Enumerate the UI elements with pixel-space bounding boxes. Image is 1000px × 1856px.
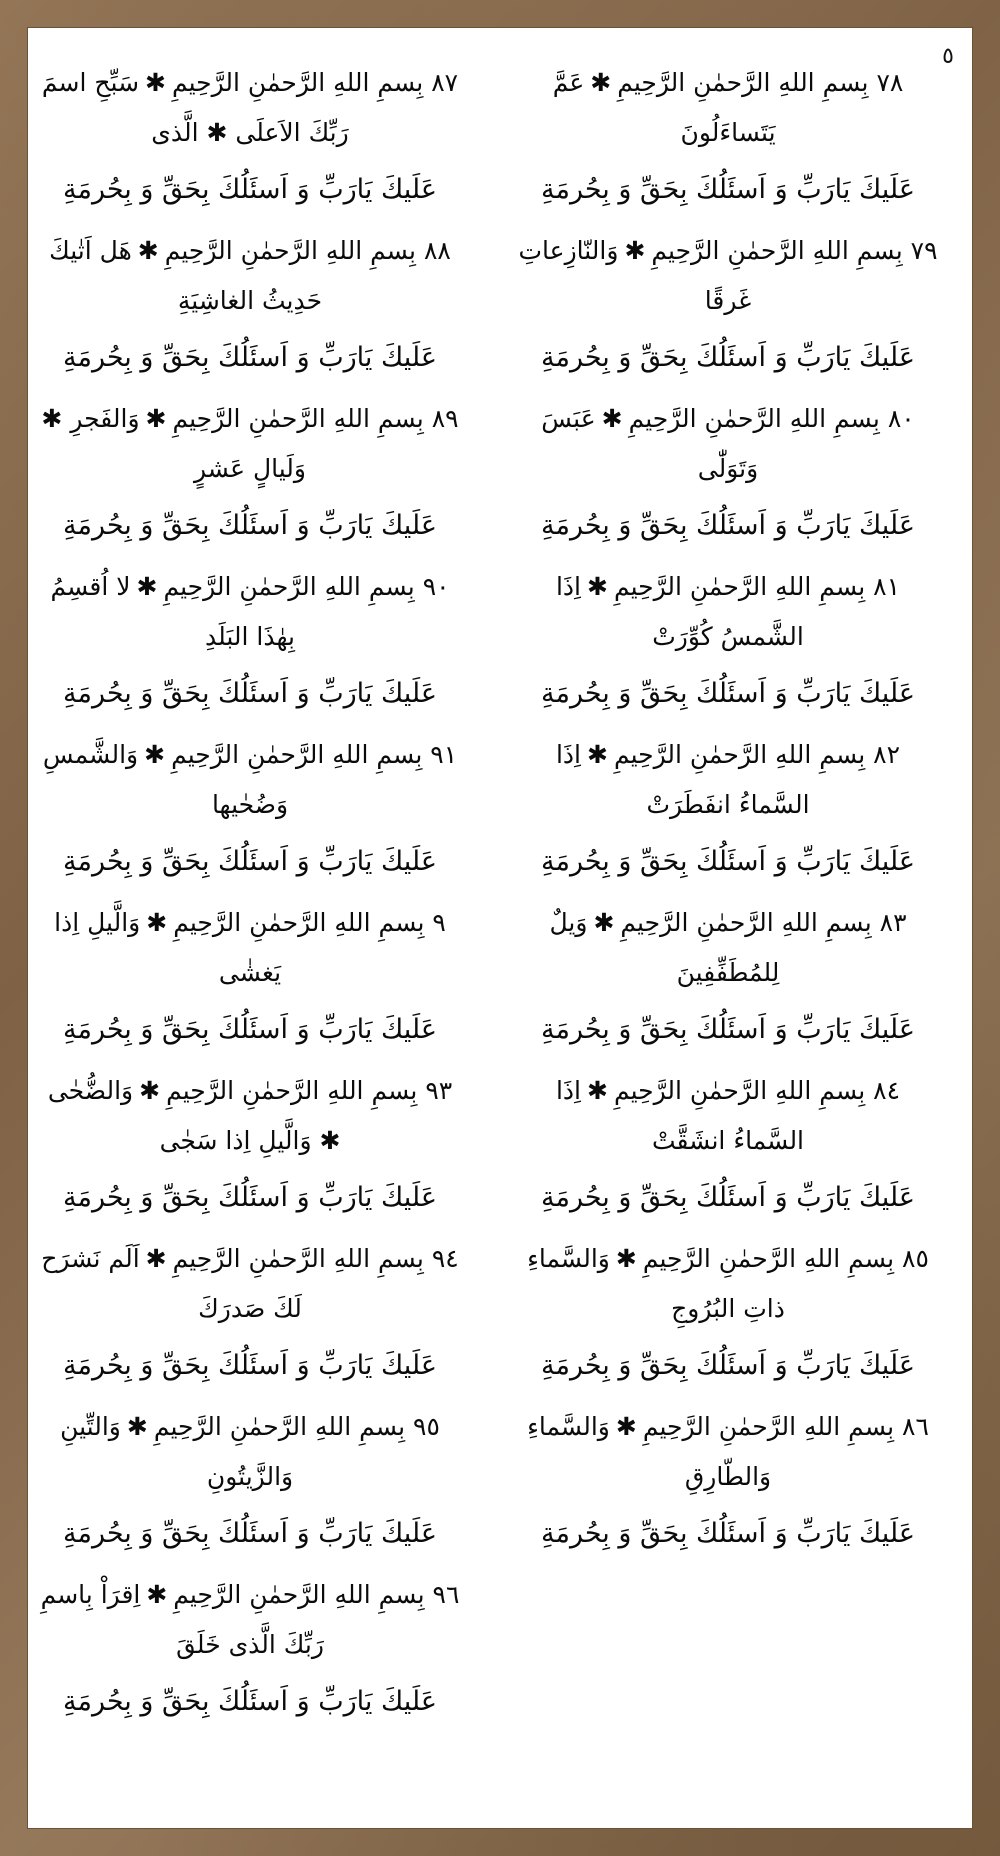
- dua-line: عَلَيكَ يَارَبِّ وَ اَسئَلُكَ بِحَقِّ وَ بِحُرمَةِ: [63, 1518, 437, 1549]
- surah-entry: [40, 58, 460, 216]
- surah-entry: [518, 394, 938, 552]
- separator-star: ✱: [145, 68, 166, 97]
- surah-number: ٨١: [873, 572, 901, 601]
- surah-heading: [40, 226, 460, 326]
- surah-heading: [40, 394, 460, 494]
- dua-line: عَلَيكَ يَارَبِّ وَ اَسئَلُكَ بِحَقِّ وَ بِحُرمَةِ: [541, 174, 915, 205]
- surah-entry: [40, 1570, 460, 1728]
- basmala: بِسمِ اللهِ الرَّحمٰنِ الرَّحِيمِ: [166, 1076, 418, 1105]
- surah-opening: وَالفَجرِ ✱ وَلَيالٍ عَشرٍ: [41, 404, 306, 483]
- dua-line: عَلَيكَ يَارَبِّ وَ اَسئَلُكَ بِحَقِّ وَ بِحُرمَةِ: [63, 510, 437, 541]
- surah-opening: وَالَّيلِ اِذا يَغشٰى: [54, 908, 282, 987]
- surah-number: ٩٣: [425, 1076, 453, 1105]
- basmala: بِسمِ اللهِ الرَّحمٰنِ الرَّحِيمِ: [163, 572, 415, 601]
- surah-entry: [40, 1234, 460, 1392]
- basmala: بِسمِ اللهِ الرَّحمٰنِ الرَّحِيمِ: [628, 404, 880, 433]
- separator-star: ✱: [615, 1412, 637, 1441]
- separator-star: ✱: [593, 908, 615, 937]
- surah-entry: [40, 730, 460, 888]
- dua-line: عَلَيكَ يَارَبِّ وَ اَسئَلُكَ بِحَقِّ وَ بِحُرمَةِ: [63, 1182, 437, 1213]
- right-column: [518, 58, 938, 1570]
- surah-opening: سَبِّحِ اسمَ رَبِّكَ الاَعلَى ✱ الَّذى: [41, 68, 349, 147]
- surah-number: ٩١: [430, 740, 458, 769]
- dua-line: عَلَيكَ يَارَبِّ وَ اَسئَلُكَ بِحَقِّ وَ بِحُرمَةِ: [541, 342, 915, 373]
- surah-opening: اِقرَاْ بِاسمِ رَبِّكَ الَّذى خَلَقَ: [40, 1580, 324, 1659]
- surah-number: ٩: [432, 908, 446, 937]
- surah-number: ٨٢: [873, 740, 901, 769]
- page-number: ٥: [942, 44, 954, 69]
- dua-line: عَلَيكَ يَارَبِّ وَ اَسئَلُكَ بِحَقِّ وَ بِحُرمَةِ: [541, 1182, 915, 1213]
- surah-opening: اَلَم نَشرَح لَكَ صَدرَكَ: [41, 1244, 302, 1323]
- surah-entry: [518, 226, 938, 384]
- separator-star: ✱: [624, 236, 646, 265]
- surah-number: ٧٨: [876, 68, 904, 97]
- dua-line: عَلَيكَ يَارَبِّ وَ اَسئَلُكَ بِحَقِّ وَ بِحُرمَةِ: [63, 678, 437, 709]
- separator-star: ✱: [146, 1580, 168, 1609]
- basmala: بِسمِ اللهِ الرَّحمٰنِ الرَّحِيمِ: [173, 908, 425, 937]
- surah-opening: وَالسَّماءِ وَالطّارِقِ: [527, 1412, 772, 1491]
- separator-star: ✱: [145, 1244, 167, 1273]
- separator-star: ✱: [144, 740, 166, 769]
- surah-entry: [518, 562, 938, 720]
- separator-star: ✱: [126, 1412, 148, 1441]
- basmala: بِسمِ اللهِ الرَّحمٰنِ الرَّحِيمِ: [613, 1076, 866, 1105]
- basmala: بِسمِ اللهِ الرَّحمٰنِ الرَّحِيمِ: [172, 404, 424, 433]
- surah-entry: [518, 898, 938, 1056]
- surah-opening: عَمَّ يَتَساءَلُونَ: [552, 68, 776, 147]
- basmala: بِسمِ اللهِ الرَّحمٰنِ الرَّحِيمِ: [171, 740, 423, 769]
- surah-entry: [40, 394, 460, 552]
- basmala: بِسمِ اللهِ الرَّحمٰنِ الرَّحِيمِ: [172, 1244, 424, 1273]
- separator-star: ✱: [601, 404, 623, 433]
- surah-entry: [40, 1402, 460, 1560]
- surah-number: ٨٧: [431, 68, 459, 97]
- dua-line: عَلَيكَ يَارَبِّ وَ اَسئَلُكَ بِحَقِّ وَ بِحُرمَةِ: [541, 1518, 915, 1549]
- surah-heading: [518, 226, 938, 326]
- dua-line: عَلَيكَ يَارَبِّ وَ اَسئَلُكَ بِحَقِّ وَ بِحُرمَةِ: [63, 1350, 437, 1381]
- surah-heading: [518, 1066, 938, 1166]
- surah-heading: [518, 1234, 938, 1334]
- surah-heading: [518, 58, 938, 158]
- surah-entry: [40, 1066, 460, 1224]
- surah-number: ٨٤: [873, 1076, 901, 1105]
- dua-line: عَلَيكَ يَارَبِّ وَ اَسئَلُكَ بِحَقِّ وَ بِحُرمَةِ: [541, 1350, 915, 1381]
- surah-heading: [40, 1402, 460, 1502]
- separator-star: ✱: [136, 572, 158, 601]
- dua-line: عَلَيكَ يَارَبِّ وَ اَسئَلُكَ بِحَقِّ وَ بِحُرمَةِ: [63, 1686, 437, 1717]
- surah-heading: [40, 1066, 460, 1166]
- surah-opening: وَالشَّمسِ وَضُحٰيها: [42, 740, 289, 819]
- surah-heading: [518, 1402, 938, 1502]
- separator-star: ✱: [590, 68, 612, 97]
- surah-heading: [40, 1570, 460, 1670]
- basmala: بِسمِ اللهِ الرَّحمٰنِ الرَّحِيمِ: [173, 1580, 425, 1609]
- surah-number: ٩٠: [422, 572, 450, 601]
- surah-opening: وَيلٌ لِلمُطَفِّفِينَ: [549, 908, 780, 987]
- left-column: [40, 58, 460, 1738]
- surah-entry: [518, 1402, 938, 1560]
- basmala: بِسمِ اللهِ الرَّحمٰنِ الرَّحِيمِ: [613, 740, 866, 769]
- basmala: بِسمِ اللهِ الرَّحمٰنِ الرَّحِيمِ: [153, 1412, 406, 1441]
- dua-line: عَلَيكَ يَارَبِّ وَ اَسئَلُكَ بِحَقِّ وَ بِحُرمَةِ: [63, 846, 437, 877]
- surah-entry: [40, 898, 460, 1056]
- surah-heading: [40, 58, 460, 158]
- basmala: بِسمِ اللهِ الرَّحمٰنِ الرَّحِيمِ: [617, 68, 869, 97]
- dua-line: عَلَيكَ يَارَبِّ وَ اَسئَلُكَ بِحَقِّ وَ بِحُرمَةِ: [63, 342, 437, 373]
- basmala: بِسمِ اللهِ الرَّحمٰنِ الرَّحِيمِ: [171, 68, 424, 97]
- dua-line: عَلَيكَ يَارَبِّ وَ اَسئَلُكَ بِحَقِّ وَ بِحُرمَةِ: [63, 174, 437, 205]
- document-page: [28, 28, 972, 1828]
- basmala: بِسمِ اللهِ الرَّحمٰنِ الرَّحِيمِ: [164, 236, 416, 265]
- dua-line: عَلَيكَ يَارَبِّ وَ اَسئَلُكَ بِحَقِّ وَ بِحُرمَةِ: [541, 1014, 915, 1045]
- surah-opening: اِذَا السَّماءُ انشَقَّتْ: [555, 1076, 805, 1155]
- surah-number: ٨٦: [902, 1412, 929, 1441]
- surah-entry: [518, 730, 938, 888]
- surah-opening: وَالتِّينِ وَالزَّيتُونِ: [60, 1412, 294, 1491]
- surah-number: ٨٣: [879, 908, 907, 937]
- surah-number: ٨٠: [887, 404, 915, 433]
- surah-opening: وَالسَّماءِ ذاتِ البُرُوجِ: [527, 1244, 785, 1323]
- dua-line: عَلَيكَ يَارَبِّ وَ اَسئَلُكَ بِحَقِّ وَ بِحُرمَةِ: [63, 1014, 437, 1045]
- surah-heading: [518, 730, 938, 830]
- dua-line: عَلَيكَ يَارَبِّ وَ اَسئَلُكَ بِحَقِّ وَ بِحُرمَةِ: [541, 846, 915, 877]
- surah-number: ٩٤: [431, 1244, 459, 1273]
- surah-entry: [40, 226, 460, 384]
- dua-line: عَلَيكَ يَارَبِّ وَ اَسئَلُكَ بِحَقِّ وَ بِحُرمَةِ: [541, 510, 915, 541]
- surah-entry: [518, 58, 938, 216]
- surah-opening: هَل اَتٰيكَ حَدِيثُ الغاشِيَةِ: [49, 236, 323, 315]
- dua-line: عَلَيكَ يَارَبِّ وَ اَسئَلُكَ بِحَقِّ وَ بِحُرمَةِ: [541, 678, 915, 709]
- surah-opening: اِذَا الشَّمسُ كُوِّرَتْ: [555, 572, 804, 651]
- separator-star: ✱: [146, 908, 168, 937]
- surah-entry: [40, 562, 460, 720]
- surah-heading: [518, 898, 938, 998]
- surah-number: ٨٨: [423, 236, 451, 265]
- surah-opening: وَالنّازِعاتِ غَرقًا: [518, 236, 752, 315]
- separator-star: ✱: [586, 1076, 608, 1105]
- surah-opening: لا اُقسِمُ بِهٰذَا البَلَدِ: [50, 572, 295, 651]
- surah-opening: وَالضُّحٰى ✱ وَالَّيلِ اِذا سَجٰى: [47, 1076, 341, 1155]
- surah-number: ٩٦: [432, 1580, 460, 1609]
- basmala: بِسمِ اللهِ الرَّحمٰنِ الرَّحِيمِ: [642, 1244, 895, 1273]
- basmala: بِسمِ اللهِ الرَّحمٰنِ الرَّحِيمِ: [651, 236, 903, 265]
- basmala: بِسمِ اللهِ الرَّحمٰنِ الرَّحِيمِ: [620, 908, 872, 937]
- basmala: بِسمِ اللهِ الرَّحمٰنِ الرَّحِيمِ: [642, 1412, 895, 1441]
- surah-heading: [518, 562, 938, 662]
- separator-star: ✱: [615, 1244, 637, 1273]
- surah-heading: [40, 1234, 460, 1334]
- separator-star: ✱: [586, 740, 608, 769]
- surah-heading: [40, 898, 460, 998]
- separator-star: ✱: [137, 236, 159, 265]
- surah-number: ٨٥: [902, 1244, 929, 1273]
- separator-star: ✱: [139, 1076, 161, 1105]
- surah-entry: [518, 1066, 938, 1224]
- surah-heading: [40, 730, 460, 830]
- surah-heading: [518, 394, 938, 494]
- surah-number: ٨٩: [431, 404, 459, 433]
- surah-opening: عَبَسَ وَتَوَلّٰى: [541, 404, 759, 483]
- surah-heading: [40, 562, 460, 662]
- separator-star: ✱: [586, 572, 608, 601]
- separator-star: ✱: [145, 404, 167, 433]
- surah-number: ٧٩: [910, 236, 938, 265]
- surah-entry: [518, 1234, 938, 1392]
- surah-opening: اِذَا السَّماءُ انفَطَرَتْ: [555, 740, 810, 819]
- basmala: بِسمِ اللهِ الرَّحمٰنِ الرَّحِيمِ: [613, 572, 866, 601]
- surah-number: ٩٥: [413, 1412, 440, 1441]
